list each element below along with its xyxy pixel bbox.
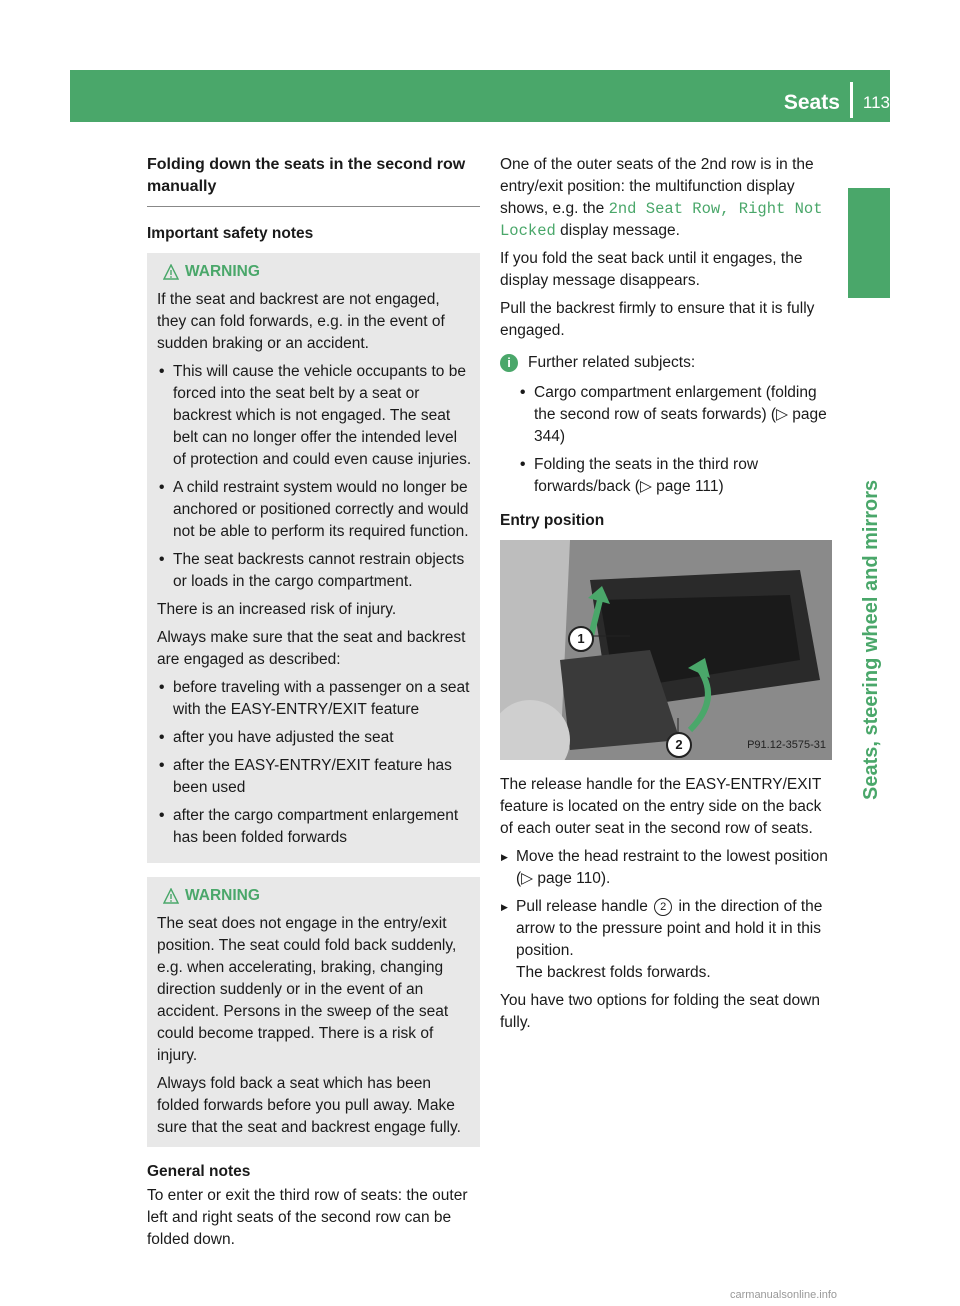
general-heading: General notes: [147, 1163, 251, 1180]
list-item: • Folding the seats in the third row forwards/back (▷ page 111): [518, 454, 834, 498]
info-list: [518, 382, 834, 498]
seat-illustration: [500, 540, 832, 760]
seat-photo: [500, 540, 832, 760]
safety-heading: Important safety notes: [147, 225, 314, 242]
left-column: [147, 154, 480, 1257]
paragraph-options: You have two options for folding the seat down fully.: [500, 992, 820, 1031]
paragraph-disappears: If you fold the seat back until it engages, the display message disappears.: [500, 250, 803, 289]
header-separator: [850, 82, 853, 118]
info-label: Further related subjects:: [528, 354, 696, 371]
list-item: • before traveling with a passenger on a seat with the EASY-ENTRY/EXIT feature: [157, 677, 472, 721]
step2-result: The backrest folds forwards.: [516, 964, 711, 981]
list-item: • Cargo compartment enlargement (folding the second row of seats forwards) (▷ page 344): [518, 382, 834, 448]
warning-box-2: [147, 877, 480, 1147]
warning-bullets-2: [157, 677, 472, 849]
entry-heading: Entry position: [500, 512, 605, 529]
header-bar: [70, 70, 890, 122]
steps-list: [500, 846, 834, 984]
warning-box-1: [147, 253, 480, 863]
p1-before: One of the outer seats of the 2nd row is in the entry/exit position: the multifunction display shows, e.g. the: [500, 156, 814, 217]
page-number: 113: [862, 93, 890, 112]
right-column: [500, 154, 834, 1040]
info-header: [500, 352, 834, 374]
warning-always: Always make sure that the seat and backrest are engaged as described:: [157, 629, 466, 668]
display-message-code: 2nd Seat Row, Right Not Locked: [500, 200, 823, 240]
side-tab-label: Seats, steering wheel and mirrors: [860, 479, 882, 800]
footer-watermark: carmanualsonline.info: [730, 1289, 838, 1301]
callout-2: 2: [666, 732, 692, 758]
callout-ref-2: 2: [654, 898, 672, 916]
figure-code: P91.12-3575-31: [747, 739, 826, 751]
list-item: • A child restraint system would no longer be anchored or positioned correctly and would not be able to perform its required function.: [157, 477, 472, 543]
callout-1: 1: [568, 626, 594, 652]
warning-label: WARNING: [185, 263, 260, 280]
side-tab: [848, 190, 890, 1200]
warning-triangle-icon: [163, 888, 179, 904]
list-item: • after the cargo compartment enlargement has been folded forwards: [157, 805, 472, 849]
warning-text-1: The seat does not engage in the entry/exit position. The seat could fold back suddenly, e.g. when accelerating, braking, changing direction suddenly or in the event of an accident. Persons in the sweep of the seat could become trapped. There is a risk of injury.: [157, 915, 457, 1064]
running-header: [784, 88, 890, 118]
warning-header: [163, 885, 472, 907]
step2-after: in the direction of the arrow to the pressure point and hold it in this position.: [516, 898, 823, 959]
warning-bullets: [157, 361, 472, 593]
p1-after: display message.: [560, 222, 680, 239]
step-item: ▶ Move the head restraint to the lowest position (▷ page 110).: [500, 846, 834, 890]
list-item: • after the EASY-ENTRY/EXIT feature has been used: [157, 755, 472, 799]
list-item: • after you have adjusted the seat: [157, 727, 472, 749]
paragraph-pull: Pull the backrest firmly to ensure that it is fully engaged.: [500, 300, 815, 339]
warning-triangle-icon: [163, 264, 179, 280]
step2-before: Pull release handle: [516, 898, 648, 915]
warning-intro: If the seat and backrest are not engaged, they can fold forwards, e.g. in the event of sudden braking or an accident.: [157, 291, 445, 352]
warning-text-2: Always fold back a seat which has been folded forwards before you pull away. Make sure that the seat and backrest engage fully.: [157, 1075, 461, 1136]
side-tab-marker: [848, 188, 890, 298]
general-text: To enter or exit the third row of seats: the outer left and right seats of the second row can be folded down.: [147, 1187, 468, 1248]
list-item: • This will cause the vehicle occupants to be forced into the seat belt by a seat or backrest which is not engaged. The seat belt can no longer offer the intended level of protection and could even cause injuries.: [157, 361, 472, 471]
warning-header: [163, 261, 472, 283]
chapter-title: Seats: [783, 91, 840, 114]
info-icon: i: [500, 354, 518, 372]
step-item: [500, 896, 834, 984]
section-title: Folding down the seats in the second row manually: [147, 154, 480, 207]
list-item: • The seat backrests cannot restrain objects or loads in the cargo compartment.: [157, 549, 472, 593]
warning-label: WARNING: [185, 887, 260, 904]
warning-risk: There is an increased risk of injury.: [157, 601, 397, 618]
paragraph-release-handle: The release handle for the EASY-ENTRY/EXIT feature is located on the entry side on the back of each outer seat in the second row of seats.: [500, 776, 822, 837]
paragraph-display-message: [500, 154, 834, 242]
